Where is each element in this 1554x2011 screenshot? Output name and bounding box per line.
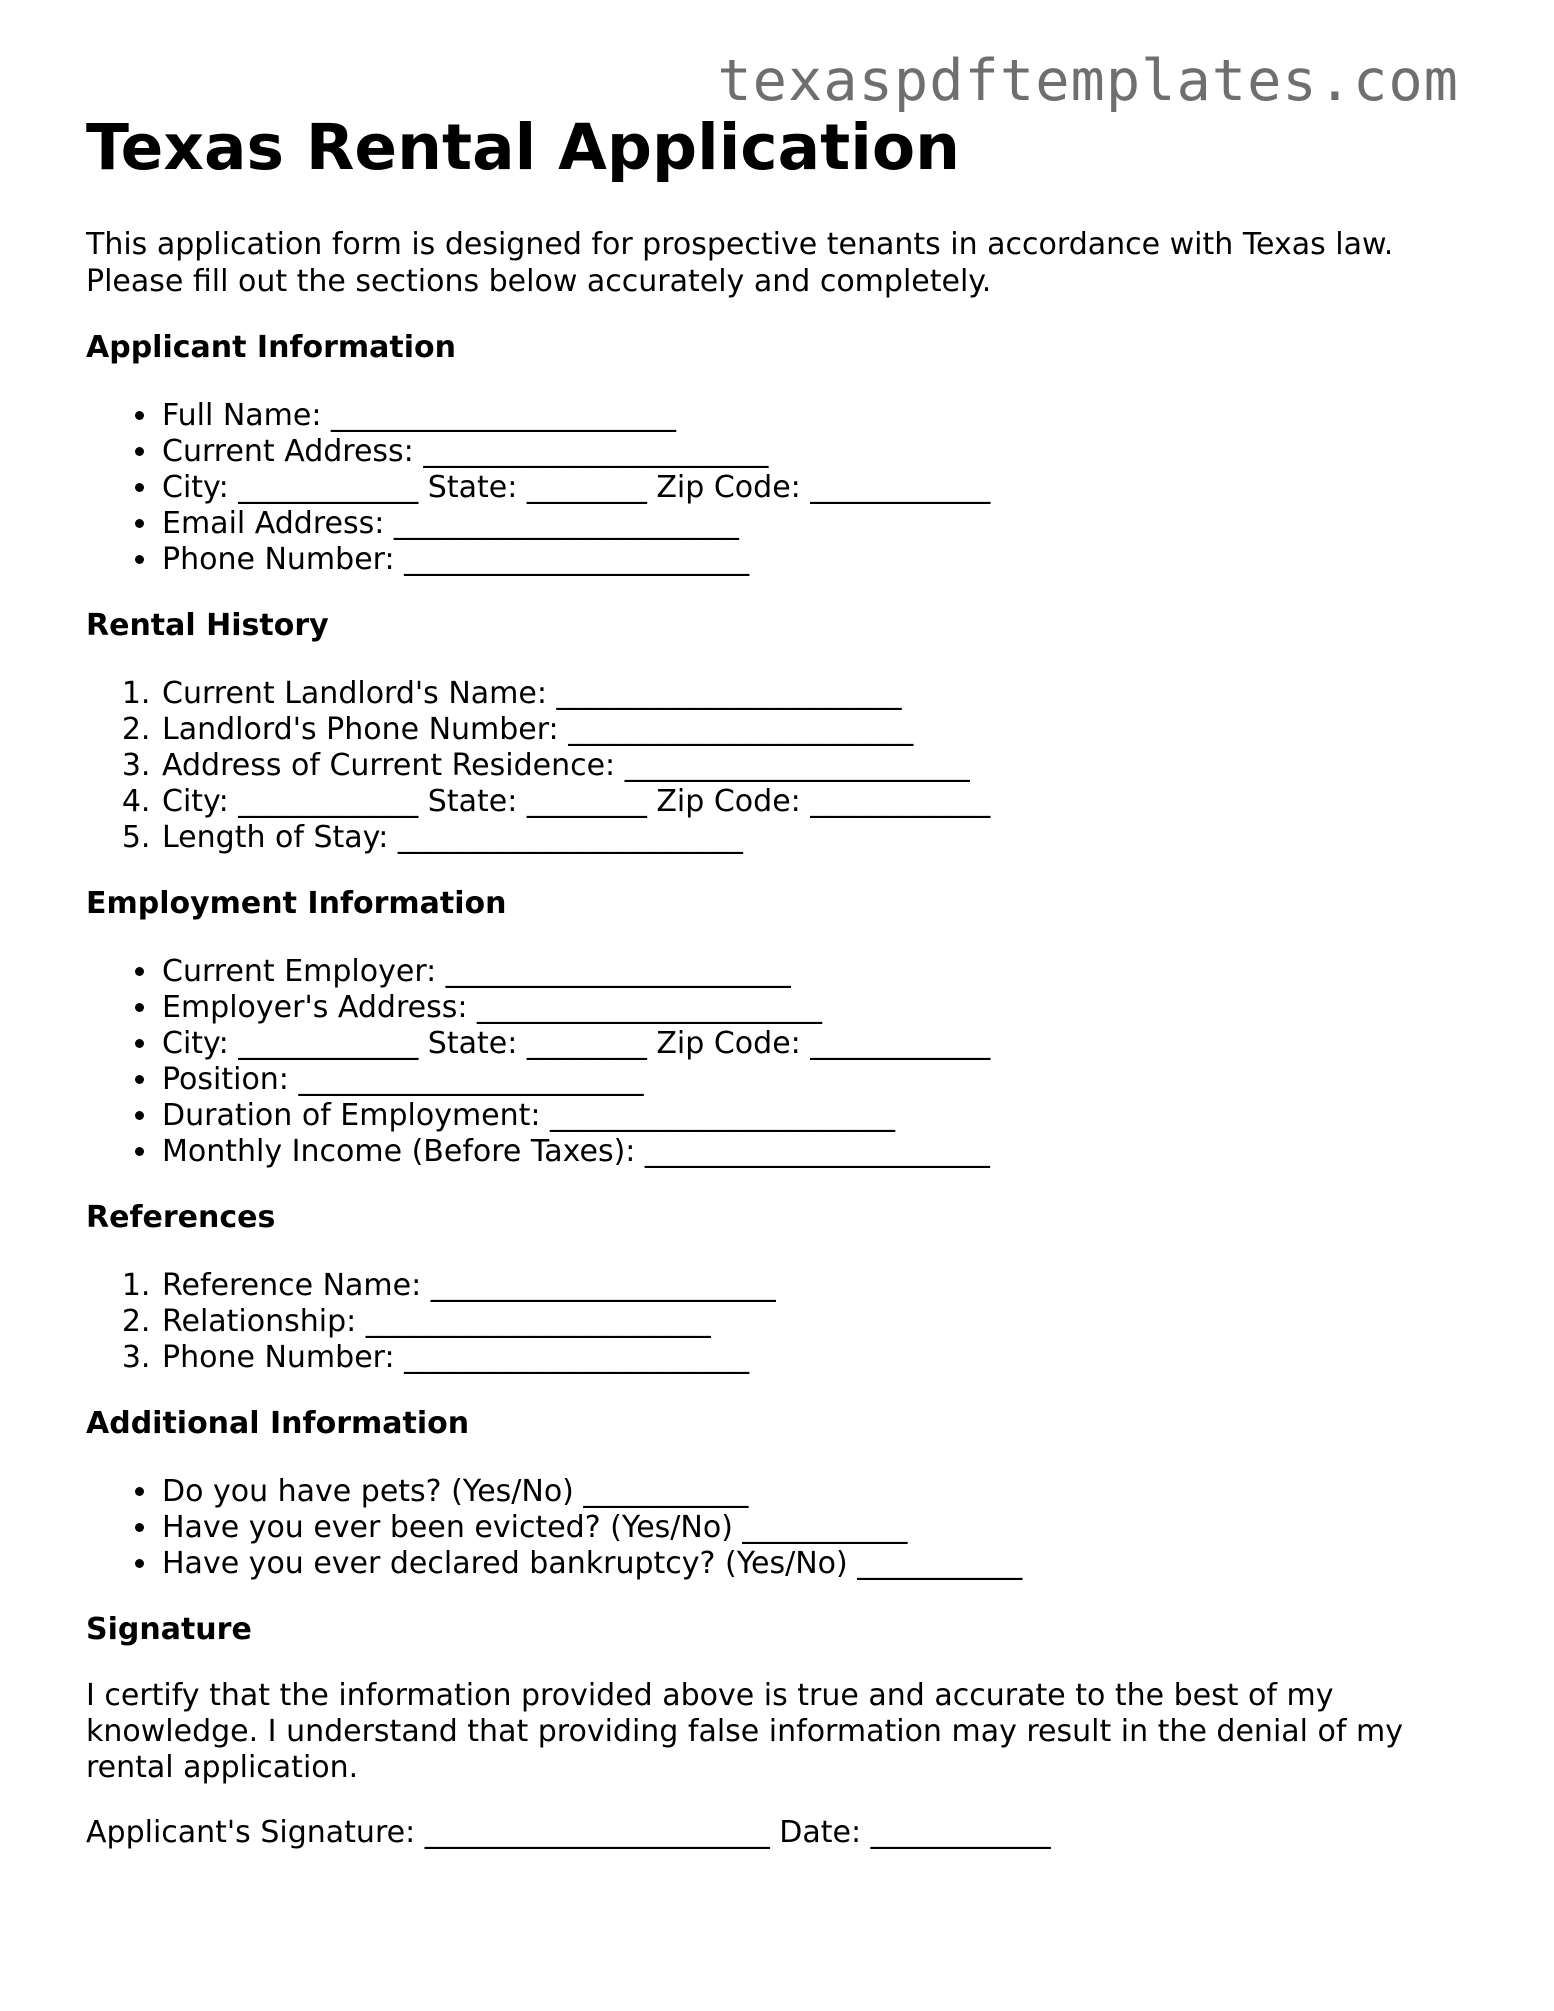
field-landlord-name[interactable]: 1. Current Landlord's Name: _______________________ (160, 676, 1466, 712)
field-employer-city-state-zip[interactable]: • City: ____________ State: ________ Zip Code: ____________ (160, 1026, 1466, 1062)
field-current-employer[interactable]: • Current Employer: _______________________ (160, 954, 1466, 990)
field-landlord-phone[interactable]: 2. Landlord's Phone Number: _______________________ (160, 712, 1466, 748)
intro-paragraph: This application form is designed for prospective tenants in accordance with Texas law. Please fill out the sections below accurately and completely. (86, 227, 1394, 299)
field-city-state-zip[interactable]: • City: ____________ State: ________ Zip Code: ____________ (160, 470, 1466, 506)
field-employer-address[interactable]: • Employer's Address: _______________________ (160, 990, 1466, 1026)
field-phone-number[interactable]: • Phone Number: _______________________ (160, 542, 1466, 578)
field-email-address[interactable]: • Email Address: _______________________ (160, 506, 1466, 542)
applicant-fields-list (86, 398, 1466, 578)
certification-paragraph: I certify that the information provided above is true and accurate to the best of my knowledge. I understand that providing false information may result in the denial of my rental application. (86, 1678, 1403, 1785)
rental-history-fields-list (86, 676, 1466, 856)
field-position[interactable]: • Position: _______________________ (160, 1062, 1466, 1098)
section-heading-rental-history: Rental History (86, 608, 329, 643)
document-title: Texas Rental Application (86, 111, 961, 184)
field-residence-address[interactable]: 3. Address of Current Residence: _______________________ (160, 748, 1466, 784)
field-residence-city-state-zip[interactable]: 4. City: ____________ State: ________ Zip Code: ____________ (160, 784, 1466, 820)
field-length-of-stay[interactable]: 5. Length of Stay: _______________________ (160, 820, 1466, 856)
field-reference-phone[interactable]: 3. Phone Number: _______________________ (160, 1340, 1466, 1376)
field-reference-name[interactable]: 1. Reference Name: _______________________ (160, 1268, 1466, 1304)
field-reference-relationship[interactable]: 2. Relationship: _______________________ (160, 1304, 1466, 1340)
field-full-name[interactable]: • Full Name: _______________________ (160, 398, 1466, 434)
site-watermark: texaspdftemplates.com (717, 48, 1459, 114)
field-current-address[interactable]: • Current Address: _______________________ (160, 434, 1466, 470)
field-duration-of-employment[interactable]: • Duration of Employment: _______________________ (160, 1098, 1466, 1134)
additional-fields-list (86, 1474, 1466, 1582)
field-evicted[interactable]: • Have you ever been evicted? (Yes/No) ___________ (160, 1510, 1466, 1546)
field-pets[interactable]: • Do you have pets? (Yes/No) ___________ (160, 1474, 1466, 1510)
section-heading-references: References (86, 1200, 276, 1235)
section-heading-employment: Employment Information (86, 886, 507, 921)
field-bankruptcy[interactable]: • Have you ever declared bankruptcy? (Yes/No) ___________ (160, 1546, 1466, 1582)
signature-date-line[interactable]: Applicant's Signature: _______________________ Date: ____________ (86, 1815, 1051, 1850)
field-monthly-income[interactable]: • Monthly Income (Before Taxes): _______________________ (160, 1134, 1466, 1170)
references-fields-list (86, 1268, 1466, 1376)
document-page (86, 108, 1466, 1851)
employment-fields-list (86, 954, 1466, 1170)
section-heading-signature: Signature (86, 1612, 252, 1647)
section-heading-applicant: Applicant Information (86, 330, 456, 365)
section-heading-additional: Additional Information (86, 1406, 470, 1441)
